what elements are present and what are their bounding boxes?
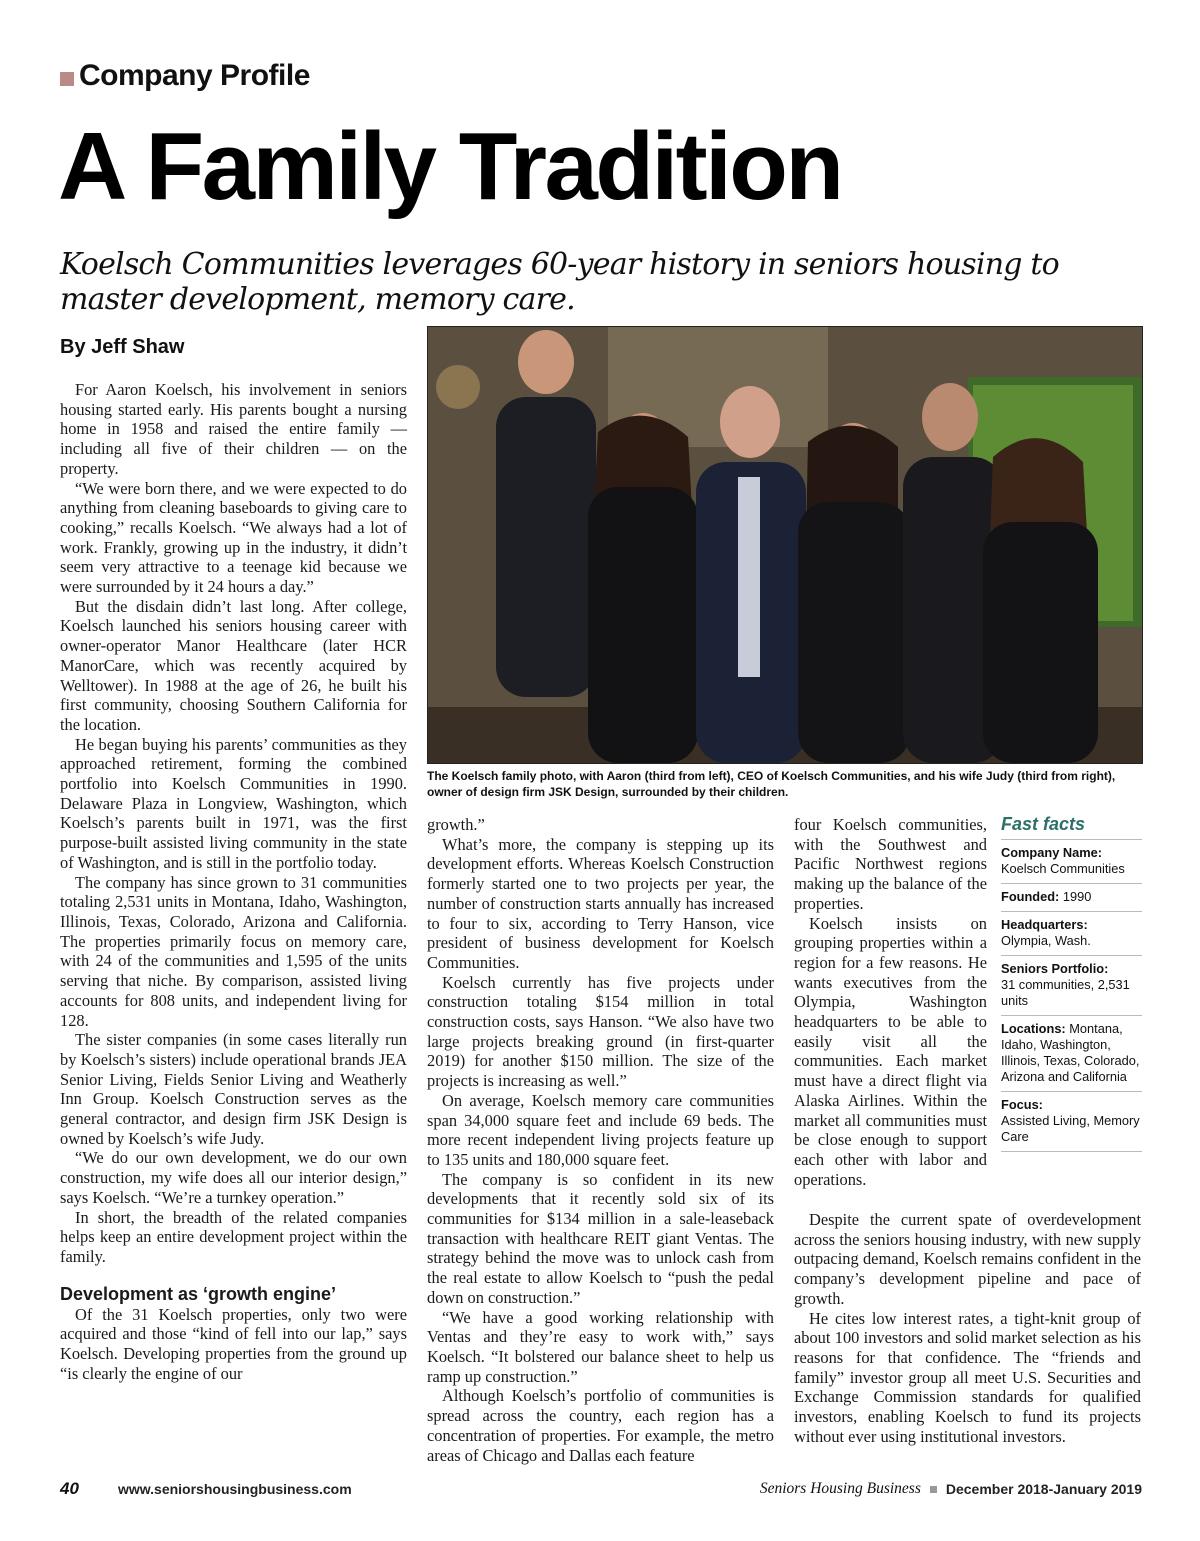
article-column-1 [60, 380, 407, 1383]
paragraph: For Aaron Koelsch, his involvement in seniors housing started early. His parents bought a nursing home in 1958 and raised the entire family — including all five of their children — on the property. [60, 380, 407, 478]
fact-value: 31 communities, 2,531 units [1001, 977, 1130, 1008]
subhead: Development as ‘growth engine’ [60, 1283, 337, 1304]
paragraph: The company has since grown to 31 communities totaling 2,531 units in Montana, Idaho, Washington, Illinois, Texas, Colorado, Arizona and California. The properties primarily focus on memory care, with 24 of the communities and 1,595 of the units serving that niche. By comparison, assisted living accounts for 808 units, and independent living for 128. [60, 872, 407, 1030]
photo-caption: The Koelsch family photo, with Aaron (third from left), CEO of Koelsch Communities, and his wife Judy (third from right), owner of design firm JSK Design, surrounded by their children. [427, 769, 1116, 799]
fact-value: Olympia, Wash. [1001, 933, 1091, 948]
chandelier-icon [436, 365, 480, 409]
issue-date: December 2018-January 2019 [945, 1481, 1142, 1497]
photo-illustration [428, 327, 1142, 763]
fact-value: Koelsch Communities [1001, 861, 1125, 876]
article-column-3 [794, 815, 987, 1189]
paragraph: Despite the current spate of overdevelopment across the seniors housing industry, with new supply outpacing demand, Koelsch remains confident in the company’s development pipeline and pace of growth. [794, 1210, 1141, 1308]
fact-locations [1001, 1016, 1142, 1092]
fact-value: 1990 [1062, 889, 1092, 904]
section-label [60, 56, 310, 96]
fact-focus [1001, 1092, 1142, 1152]
deck: Koelsch Communities leverages 60-year history in seniors housing to master development, memory care. [60, 247, 1059, 317]
article-column-2 [427, 815, 774, 1465]
fact-portfolio [1001, 956, 1142, 1016]
paragraph: Although Koelsch’s portfolio of communities is spread across the country, each region has a concentration of properties. For example, the metro areas of Chicago and Dallas each feature [427, 1386, 774, 1465]
paragraph: four Koelsch communities, with the Southwest and Pacific Northwest regions making up the balance of the properties. [794, 815, 987, 913]
fact-label: Locations: [1001, 1021, 1066, 1036]
paragraph: But the disdain didn’t last long. After college, Koelsch launched his seniors housing career with owner-operator Manor Healthcare (later HCR ManorCare, which was recently acquired by Welltower). In 1988 at the age of 26, he built his first community, choosing Southern California for the location. [60, 596, 407, 734]
article-column-3-bottom [794, 1210, 1141, 1446]
paragraph: “We do our own development, we do our own construction, my wife does all our interior design,” says Koelsch. “We’re a turnkey operation.” [60, 1148, 407, 1207]
section-marker-square [60, 72, 74, 86]
family-photo [427, 326, 1143, 764]
paragraph: Koelsch insists on grouping properties within a region for a few reasons. He wants executives from the Olympia, Washington headquarters to be able to easily visit all the communities. Each market must have a direct flight via Alaska Airlines. Within the market all communities must be close enough to support each other with labor and operations. [794, 913, 987, 1189]
page-number: 40 [60, 1479, 79, 1498]
paragraph: growth.” [427, 815, 485, 834]
paragraph: “We have a good working relationship with Ventas and they’re easy to work with,” says Koelsch. “It bolstered our balance sheet to help us ramp up construction.” [427, 1307, 774, 1386]
fact-label: Seniors Portfolio: [1001, 961, 1109, 976]
section-title: Company Profile [79, 59, 310, 92]
byline: By Jeff Shaw [60, 336, 185, 358]
paragraph: In short, the breadth of the related companies helps keep an entire development project within the family. [60, 1207, 407, 1266]
paragraph: The sister companies (in some cases literally run by Koelsch’s sisters) include operational brands JEA Senior Living, Fields Senior Living and Weatherly Inn Group. Koelsch Construction serves as the general contractor, and design firm JSK Design is owned by Koelsch’s wife Judy. [60, 1030, 407, 1148]
fact-headquarters [1001, 912, 1142, 956]
fact-label: Founded: [1001, 889, 1060, 904]
fact-value: Assisted Living, Memory Care [1001, 1113, 1140, 1144]
website-link[interactable]: www.seniorshousingbusiness.com [118, 1481, 352, 1497]
fact-label: Focus: [1001, 1097, 1043, 1112]
paragraph: The company is so confident in its new developments that it recently sold six of its communities for $134 million in a sale-leaseback transaction with healthcare REIT giant Ventas. The strategy behind the move was to unlock cash from the real estate to allow Koelsch to “push the pedal down on construction.” [427, 1169, 774, 1307]
fact-founded [1001, 884, 1142, 912]
paragraph: Of the 31 Koelsch properties, only two were acquired and those “kind of fell into our lap,” says Koelsch. Developing properties from the ground up “is clearly the engine of our [60, 1304, 407, 1383]
paragraph: Koelsch currently has five projects under construction totaling $154 million in total construction costs, says Hanson. “We also have two large projects breaking ground (in first-quarter 2019) for another $150 million. The size of the projects is increasing as well.” [427, 972, 774, 1091]
paragraph: On average, Koelsch memory care communities span 34,000 square feet and include 69 beds. The more recent independent living projects feature up to 135 units and 180,000 square feet. [427, 1090, 774, 1169]
publication-info [760, 1480, 1142, 1498]
fact-label: Company Name: [1001, 845, 1102, 860]
paragraph: What’s more, the company is stepping up its development efforts. Whereas Koelsch Construction formerly started one to two projects per year, the number of construction starts annually has increased to four to six, according to Terry Hanson, vice president of business development for Koelsch Communities. [427, 834, 774, 972]
fast-facts-title: Fast facts [1001, 812, 1142, 840]
paragraph: He began buying his parents’ communities as they approached retirement, forming the combined portfolio into Koelsch Communities in 1990. Delaware Plaza in Longview, Washington, which Koelsch’s parents built in 1971, was the first purpose-built assisted living community in the state of Washington, and is still in the portfolio today. [60, 734, 407, 872]
fast-facts-box [1001, 812, 1142, 1152]
fact-value: Montana, Idaho, Washington, Illinois, Texas, Colorado, Arizona and California [1001, 1021, 1140, 1084]
headline: A Family Tradition [58, 113, 842, 220]
paragraph: “We were born there, and we were expected to do anything from cleaning baseboards to giving care to cooking,” recalls Koelsch. “We always had a lot of work. Frankly, growing up in the industry, it didn’t seem very attractive to a teenage kid because we were surrounded by it 24 hours a day.” [60, 478, 407, 597]
fact-company-name [1001, 840, 1142, 884]
separator-square [930, 1486, 937, 1493]
fact-label: Headquarters: [1001, 917, 1088, 932]
paragraph: He cites low interest rates, a tight-knit group of about 100 investors and solid market selection as his reasons for that confidence. The “friends and family” investor group all meet U.S. Securities and Exchange Commission standards for qualified investors, enabling Koelsch to fund its projects without ever using institutional investors. [794, 1308, 1141, 1446]
publication-name: Seniors Housing Business [759, 1480, 921, 1497]
page-footer [60, 1479, 1142, 1503]
